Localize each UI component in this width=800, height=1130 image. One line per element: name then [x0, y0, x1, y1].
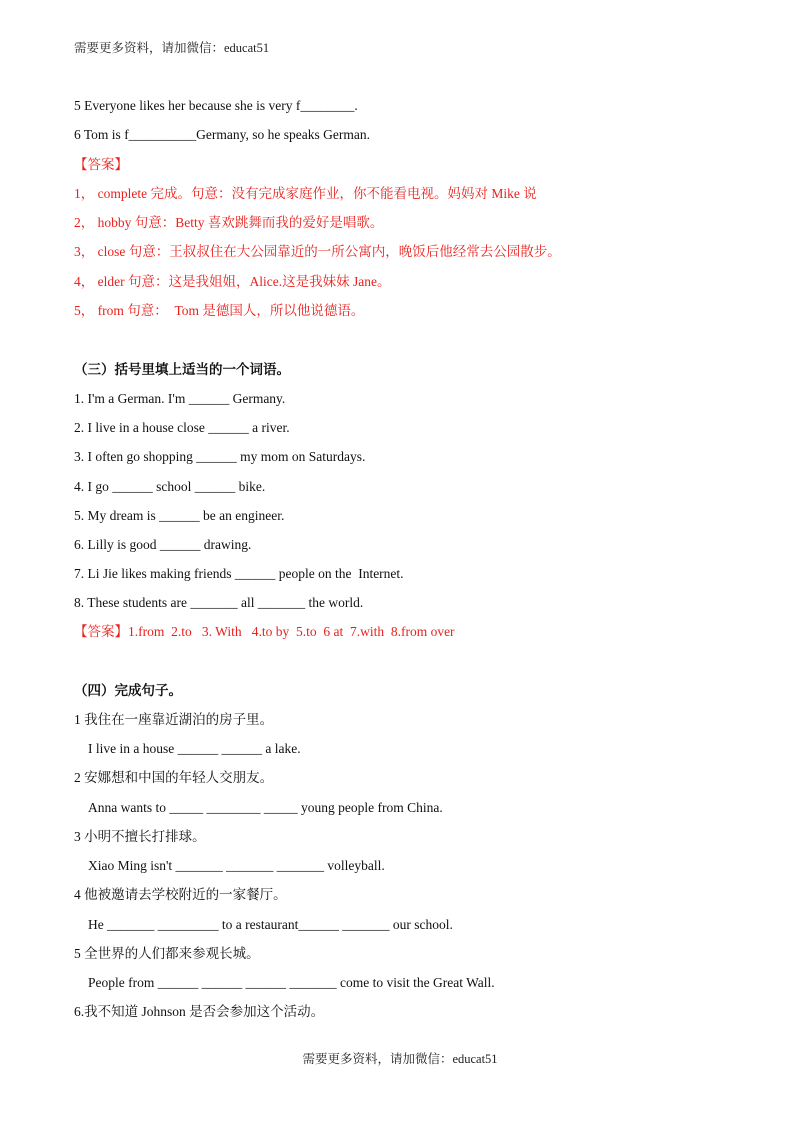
section-3-item-3: 3. I often go shopping ______ my mom on Saturdays.	[74, 449, 366, 464]
section-3-item-8: 8. These students are _______ all _______ the world.	[74, 595, 364, 610]
question-6: 6 Tom is f__________Germany, so he speaks German.	[74, 127, 371, 142]
section-4-item-6-cn: 6.我不知道 Johnson 是否会参加这个活动。	[74, 1004, 325, 1019]
section-4-item-5-en: People from ______ ______ ______ _______ come to visit the Great Wall.	[88, 975, 495, 990]
section-4-item-4-en: He _______ _________ to a restaurant______ _______ our school.	[88, 917, 453, 932]
section-4-item-3-en: Xiao Ming isn't _______ _______ _______ volleyball.	[88, 858, 385, 873]
section-3-item-7: 7. Li Jie likes making friends ______ people on the Internet.	[74, 566, 404, 581]
section-4-item-2-cn: 2 安娜想和中国的年轻人交朋友。	[74, 770, 274, 785]
section-4-item-5-cn: 5 全世界的人们都来参观长城。	[74, 946, 260, 961]
section-3-item-5: 5. My dream is ______ be an engineer.	[74, 508, 285, 523]
page-footer: 需要更多资料，请加微信：educat51	[302, 1052, 498, 1066]
answer-item-1: 1， complete 完成。句意：没有完成家庭作业，你不能看电视。妈妈对 Mike 说	[74, 186, 537, 201]
question-5: 5 Everyone likes her because she is very f________.	[74, 98, 358, 113]
section-4-title: （四）完成句子。	[74, 683, 182, 698]
section-3-item-2: 2. I live in a house close ______ a river.	[74, 420, 290, 435]
section-3-title: （三）括号里填上适当的一个词语。	[74, 362, 290, 377]
section-4-item-1-en: I live in a house ______ ______ a lake.	[88, 741, 301, 756]
section-3-item-4: 4. I go ______ school ______ bike.	[74, 479, 266, 494]
section-3-answer: 【答案】1.from 2.to 3. With 4.to by 5.to 6 at 7.with 8.from over	[74, 624, 455, 639]
section-4-item-2-en: Anna wants to _____ ________ _____ young people from China.	[88, 800, 443, 815]
section-4-item-1-cn: 1 我住在一座靠近湖泊的房子里。	[74, 712, 274, 727]
answer-item-4: 4， elder 句意：这是我姐姐，Alice.这是我妹妹 Jane。	[74, 274, 391, 289]
page-header: 需要更多资料，请加微信：educat51	[74, 41, 270, 55]
answer-item-3: 3， close 句意：王叔叔住在大公园靠近的一所公寓内，晚饭后他经常去公园散步。	[74, 244, 561, 259]
answer-label: 【答案】	[74, 157, 128, 172]
answer-item-2: 2， hobby 句意：Betty 喜欢跳舞而我的爱好是唱歌。	[74, 215, 384, 230]
answer-item-5: 5， from 句意： Tom 是德国人，所以他说德语。	[74, 303, 365, 318]
section-4-item-3-cn: 3 小明不擅长打排球。	[74, 829, 206, 844]
section-4-item-4-cn: 4 他被邀请去学校附近的一家餐厅。	[74, 887, 287, 902]
section-3-item-6: 6. Lilly is good ______ drawing.	[74, 537, 252, 552]
section-3-item-1: 1. I'm a German. I'm ______ Germany.	[74, 391, 286, 406]
